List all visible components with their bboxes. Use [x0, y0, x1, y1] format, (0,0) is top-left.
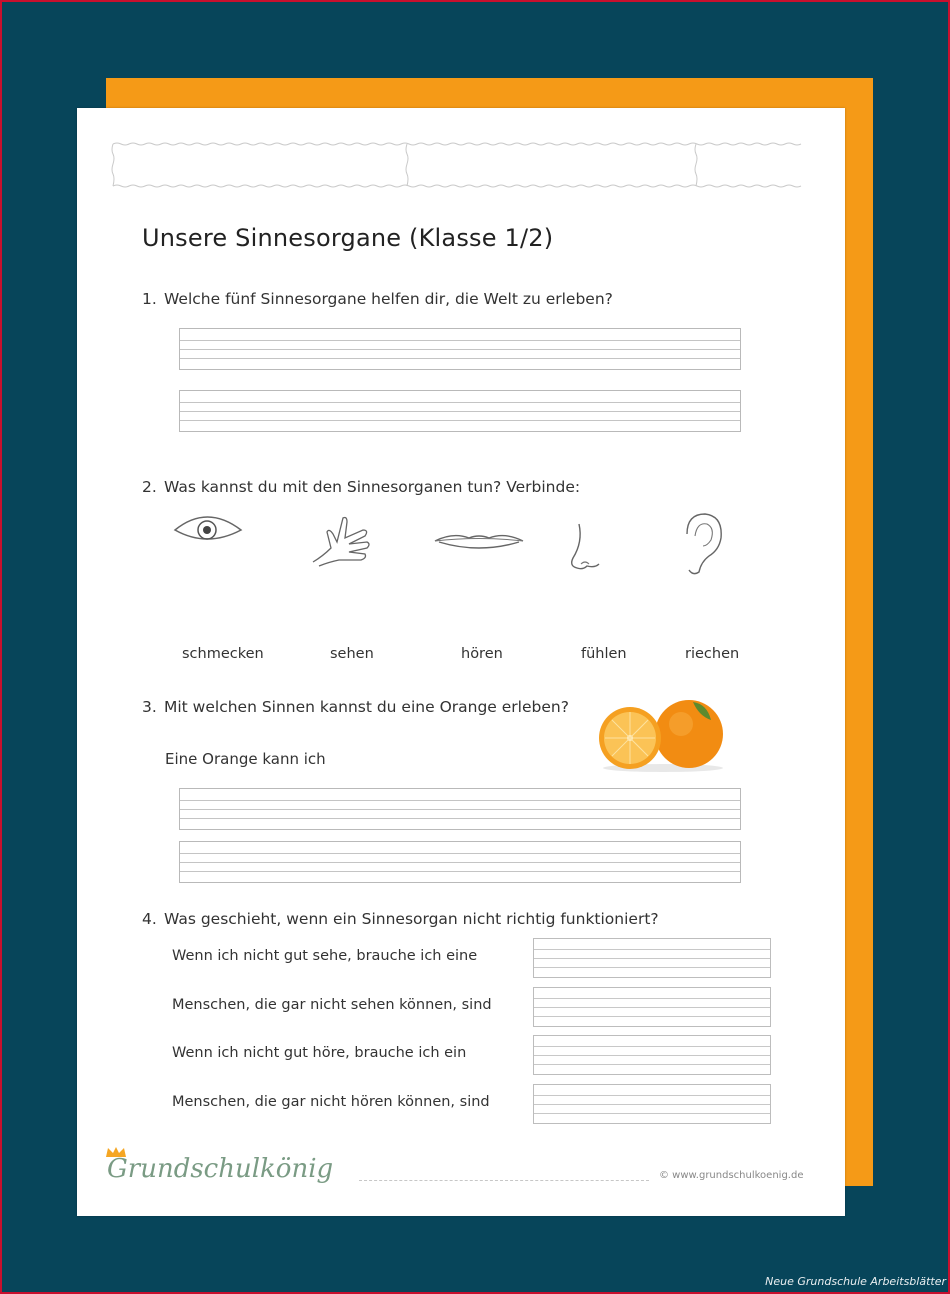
- sentence-1: Wenn ich nicht gut sehe, brauche ich eine: [172, 948, 478, 964]
- orange-image: [597, 694, 727, 774]
- worksheet: [77, 108, 845, 1216]
- answer-lines[interactable]: [533, 938, 771, 978]
- question-text: Was geschieht, wenn ein Sinnesorgan nicht richtig funktioniert?: [164, 910, 659, 928]
- question-4: [142, 910, 659, 928]
- copyright: © www.grundschulkoenig.de: [659, 1170, 804, 1181]
- verb-riechen: riechen: [685, 646, 740, 662]
- question-number: 1.: [142, 290, 157, 308]
- question-text: Welche fünf Sinnesorgane helfen dir, die Welt zu erleben?: [164, 290, 613, 308]
- sentence-3: Wenn ich nicht gut höre, brauche ich ein: [172, 1045, 467, 1061]
- corner-caption: Neue Grundschule Arbeitsblätter: [765, 1275, 946, 1288]
- question-2: [142, 478, 580, 496]
- answer-lines[interactable]: [179, 328, 741, 370]
- mouth-icon: [433, 530, 525, 552]
- orange-sentence-start: Eine Orange kann ich: [165, 750, 326, 768]
- answer-lines[interactable]: [179, 788, 741, 830]
- sentence-2: Menschen, die gar nicht sehen können, sind: [172, 997, 492, 1013]
- question-number: 3.: [142, 698, 157, 716]
- question-3: [142, 698, 569, 716]
- logo: Grundschulkönig: [107, 1154, 334, 1184]
- answer-lines[interactable]: [179, 841, 741, 883]
- page-title: Unsere Sinnesorgane (Klasse 1/2): [142, 224, 554, 252]
- ear-icon: [679, 512, 725, 576]
- eye-icon: [171, 508, 245, 548]
- question-text: Mit welchen Sinnen kannst du eine Orange erleben?: [164, 698, 569, 716]
- answer-lines[interactable]: [533, 1035, 771, 1075]
- answer-lines[interactable]: [533, 987, 771, 1027]
- verb-hoeren: hören: [461, 646, 503, 662]
- hand-icon: [309, 512, 375, 568]
- question-1: [142, 290, 613, 308]
- question-number: 2.: [142, 478, 157, 496]
- verb-fuehlen: fühlen: [581, 646, 627, 662]
- sentence-4: Menschen, die gar nicht hören können, sind: [172, 1094, 490, 1110]
- answer-lines[interactable]: [533, 1084, 771, 1124]
- footer-divider: [359, 1180, 649, 1181]
- verb-sehen: sehen: [330, 646, 374, 662]
- header-box: [111, 142, 811, 188]
- verb-schmecken: schmecken: [182, 646, 264, 662]
- answer-lines[interactable]: [179, 390, 741, 432]
- nose-icon: [565, 522, 605, 574]
- question-text: Was kannst du mit den Sinnesorganen tun? Verbinde:: [164, 478, 581, 496]
- question-number: 4.: [142, 910, 157, 928]
